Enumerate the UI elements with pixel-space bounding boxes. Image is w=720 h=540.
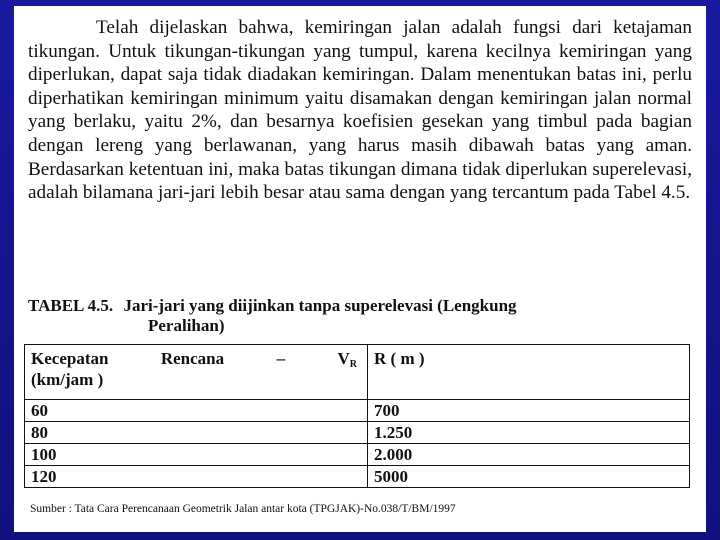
header-speed-word2: Rencana [160, 349, 225, 368]
table-row [25, 422, 690, 444]
table-caption [28, 296, 628, 336]
table-header-row [25, 345, 690, 400]
table-number: TABEL 4.5. [28, 296, 114, 315]
body-paragraph: Telah dijelaskan bahwa, kemiringan jalan adalah fungsi dari ketajaman tikungan. Untuk tikungan-tikungan yang tumpul, karena kecilnya kemiringan yang diperlukan, dapat saja tidak diadakan kemiringan. Dalam menentukan batas ini, perlu diperhatikan kemiringan minimum yaitu disamakan dengan kemiringan jalan normal yang berlaku, yaitu 2%, dan besarnya koefisien gesekan yang timbul pada bagian dengan lereng yang berlawanan, yang harus masih dibawah batas yang aman. Berdasarkan ketentuan ini, maka batas tikungan dimana tidak diperlukan superelevasi, adalah bilamana jari-jari lebih besar atau sama dengan yang tercantum pada Tabel 4.5. [28, 17, 692, 204]
cell-radius: 1.250 [368, 422, 690, 444]
document-page [14, 6, 706, 532]
table-row [25, 444, 690, 466]
header-speed-dash: – [276, 349, 286, 368]
table-row [25, 400, 690, 422]
header-speed [25, 345, 368, 400]
header-speed-unit: (km/jam ) [31, 370, 104, 389]
cell-speed: 120 [25, 466, 368, 488]
cell-radius: 2.000 [368, 444, 690, 466]
table-title-continuation: Peralihan) [148, 316, 225, 335]
source-note: Sumber : Tata Cara Perencanaan Geometrik Jalan antar kota (TPGJAK)-No.038/T/BM/1997 [30, 503, 456, 515]
cell-radius: 5000 [368, 466, 690, 488]
header-speed-symbol: $V_R$ [337, 349, 357, 370]
radius-table [24, 344, 690, 488]
cell-speed: 80 [25, 422, 368, 444]
header-speed-word1: Kecepatan [31, 349, 109, 368]
table-title: Jari-jari yang diijinkan tanpa superelevasi (Lengkung [123, 296, 517, 315]
cell-radius: 700 [368, 400, 690, 422]
cell-speed: 60 [25, 400, 368, 422]
header-radius: R ( m ) [368, 345, 690, 400]
cell-speed: 100 [25, 444, 368, 466]
table-row [25, 466, 690, 488]
